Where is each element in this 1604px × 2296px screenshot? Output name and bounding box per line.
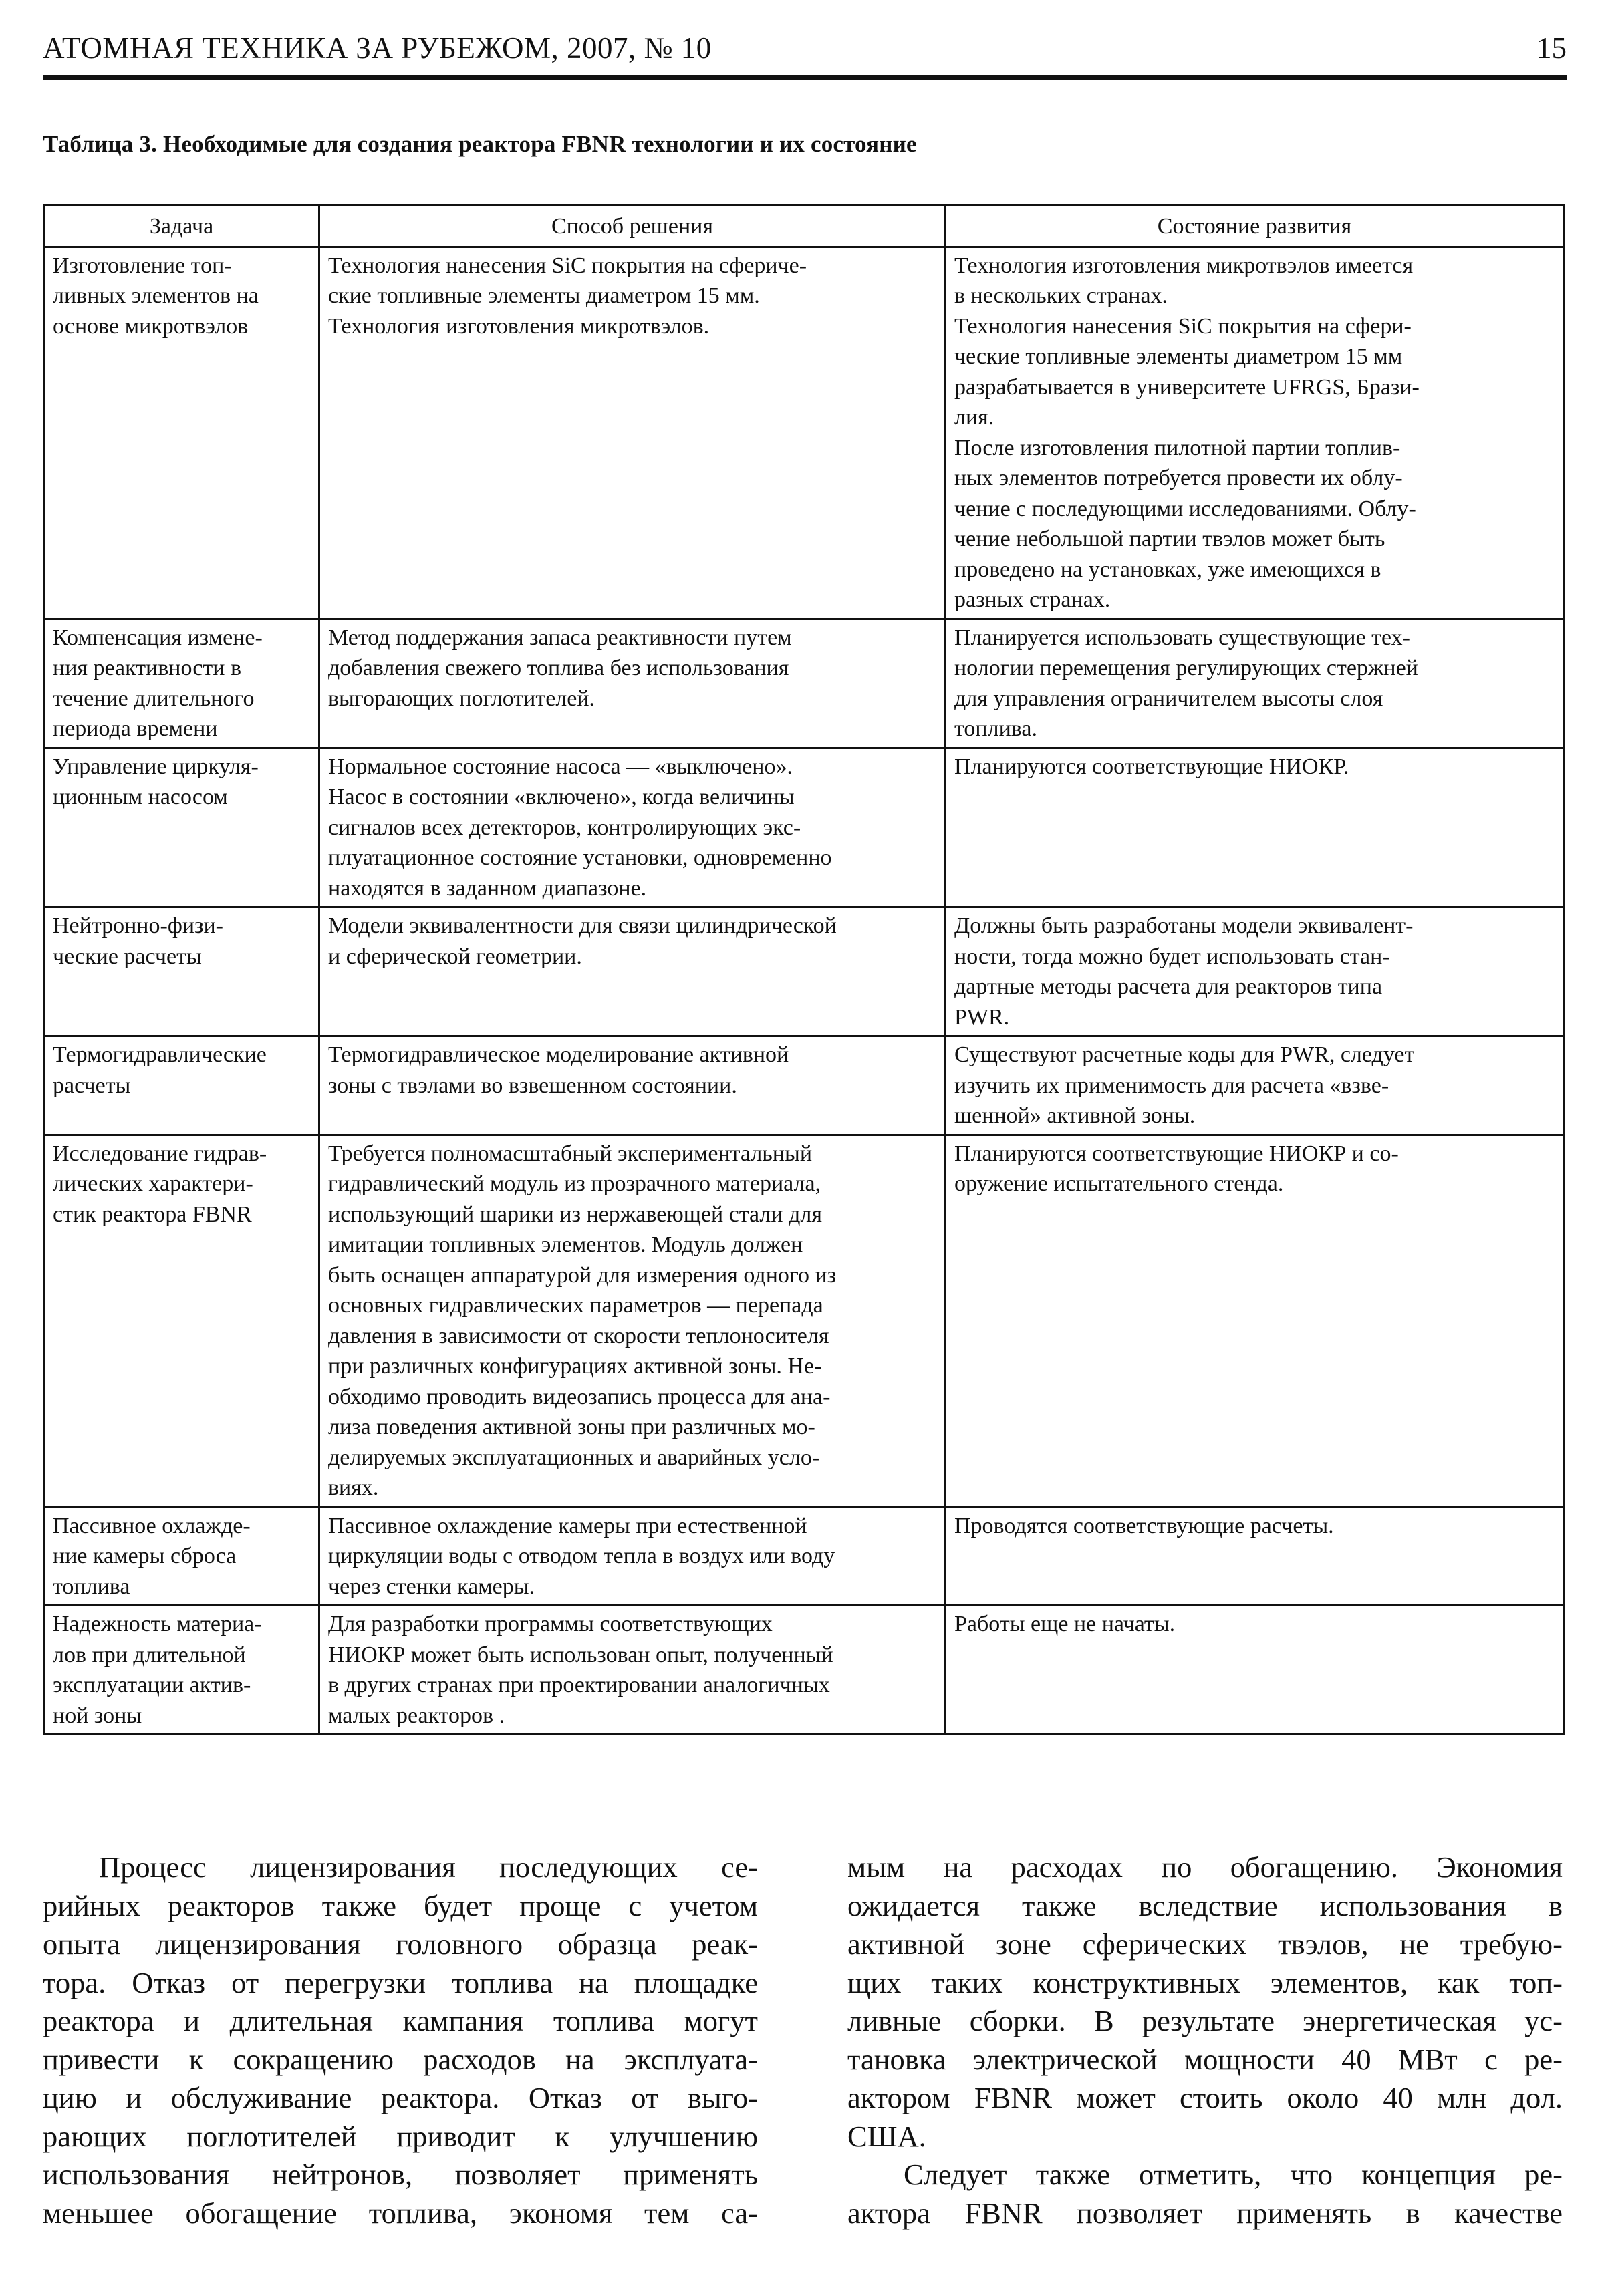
page-number: 15	[1536, 31, 1567, 65]
cell-task	[44, 907, 319, 1036]
paragraph-line: тановка электрической мощности 40 МВт с ре-	[847, 2042, 1563, 2076]
table-body	[44, 247, 1564, 1735]
cell-method	[319, 1036, 946, 1135]
cell-text-line: плуатационное состояние установки, одновременно	[328, 845, 832, 870]
cell-text-line: дартные методы расчета для реакторов типа	[954, 974, 1383, 999]
cell-text-line: лия.	[954, 405, 994, 430]
header-task: Задача	[44, 205, 319, 247]
cell-text-line: течение длительного	[53, 686, 255, 711]
cell-method	[319, 1135, 946, 1507]
cell-text-line: эксплуатации актив-	[53, 1673, 251, 1697]
cell-text-line: делируемых эксплуатационных и аварийных усло-	[328, 1445, 820, 1470]
cell-text-line: Технология нанесения SiC покрытия на сфериче-	[328, 253, 807, 278]
table-row	[44, 1507, 1564, 1606]
table-caption: Таблица 3. Необходимые для создания реактора FBNR технологии и их состояние	[43, 131, 917, 157]
cell-task	[44, 748, 319, 907]
cell-text-line: Пассивное охлажде-	[53, 1513, 251, 1538]
cell-text-line: оружение испытательного стенда.	[954, 1171, 1284, 1196]
cell-text-line: Изготовление топ-	[53, 253, 232, 278]
technology-table	[43, 204, 1565, 1735]
cell-text-line: Метод поддержания запаса реактивности путем	[328, 625, 792, 650]
cell-text-line: Надежность материа-	[53, 1612, 262, 1636]
cell-text-line: Исследование гидрав-	[53, 1141, 267, 1166]
table-row	[44, 247, 1564, 619]
cell-text-line: стик реактора FBNR	[53, 1201, 252, 1227]
cell-text-line: Работы еще не начаты.	[954, 1612, 1176, 1636]
cell-text-line: зоны с твэлами во взвешенном состоянии.	[328, 1072, 737, 1098]
cell-text-line: Насос в состоянии «включено», когда величины	[328, 784, 795, 809]
table-header-row	[44, 205, 1564, 247]
cell-task	[44, 1606, 319, 1735]
paragraph-line: меньшее обогащение топлива, экономя тем са-	[43, 2196, 758, 2230]
cell-text-line: лов при длительной	[53, 1642, 246, 1667]
cell-task	[44, 247, 319, 619]
cell-text-line: топлива	[53, 1574, 130, 1599]
cell-text-line: для управления ограничителем высоты слоя	[954, 686, 1383, 711]
cell-text-line: Управление циркуля-	[53, 754, 259, 779]
cell-text-line: Проводятся соответствующие расчеты.	[954, 1513, 1334, 1538]
cell-text-line: гидравлический модуль из прозрачного материала,	[328, 1171, 821, 1196]
cell-text-line: Нейтронно-физи-	[53, 913, 223, 938]
cell-text-line: топлива.	[954, 716, 1037, 741]
cell-text-line: основе микротвэлов	[53, 313, 249, 339]
header-method: Способ решения	[319, 205, 946, 247]
cell-text-line: использующий шарики из нержавеющей стали для	[328, 1201, 823, 1227]
cell-status	[946, 748, 1564, 907]
cell-text-line: Технология изготовления микротвэлов.	[328, 313, 710, 339]
table-row	[44, 1036, 1564, 1135]
paragraph-line: актором FBNR может стоить около 40 млн дол.	[847, 2081, 1563, 2114]
journal-title: АТОМНАЯ ТЕХНИКА ЗА РУБЕЖОМ, 2007, № 10	[43, 31, 712, 65]
cell-text-line: ности, тогда можно будет использовать стан-	[954, 944, 1390, 969]
cell-text-line: расчеты	[53, 1072, 131, 1098]
cell-text-line: шенной» активной зоны.	[954, 1103, 1196, 1128]
table-row	[44, 748, 1564, 907]
cell-status	[946, 1507, 1564, 1606]
cell-text-line: через стенки камеры.	[328, 1574, 535, 1599]
cell-text-line: Компенсация измене-	[53, 625, 263, 650]
cell-text-line: ские топливные элементы диаметром 15 мм.	[328, 283, 760, 308]
cell-task	[44, 619, 319, 748]
cell-text-line: выгорающих поглотителей.	[328, 686, 595, 711]
cell-text-line: Технология нанесения SiC покрытия на сфери-	[954, 313, 1412, 339]
cell-text-line: малых реакторов .	[328, 1703, 505, 1728]
paragraph-line: цию и обслуживание реактора. Отказ от выго-	[43, 2081, 758, 2114]
cell-task	[44, 1507, 319, 1606]
cell-text-line: периода времени	[53, 716, 218, 741]
cell-text-line: при различных конфигурациях активной зоны. Не-	[328, 1354, 822, 1379]
cell-text-line: Термогидравлические	[53, 1042, 267, 1067]
cell-text-line: и сферической геометрии.	[328, 944, 582, 969]
paragraph-line: тора. Отказ от перегрузки топлива на площадке	[43, 1965, 758, 1999]
table-row	[44, 907, 1564, 1036]
paragraph-line: активной зоне сферических твэлов, не требую-	[847, 1927, 1563, 1961]
cell-text-line: имитации топливных элементов. Модуль должен	[328, 1232, 803, 1257]
paragraph-line: актора FBNR позволяет применять в качестве	[847, 2196, 1563, 2230]
paragraph-line: рийных реакторов также будет проще с учетом	[43, 1888, 758, 1922]
cell-text-line: ливных элементов на	[53, 283, 259, 308]
cell-text-line: Планируются соответствующие НИОКР.	[954, 754, 1349, 779]
cell-text-line: виях.	[328, 1475, 379, 1500]
cell-text-line: сигналов всех детекторов, контролирующих экс-	[328, 815, 801, 840]
paragraph-line: рающих поглотителей приводит к улучшению	[43, 2119, 758, 2153]
cell-text-line: разных странах.	[954, 587, 1111, 612]
cell-method	[319, 247, 946, 619]
cell-status	[946, 247, 1564, 619]
header-status: Состояние развития	[946, 205, 1564, 247]
paragraph-line: реактора и длительная кампания топлива могут	[43, 2004, 758, 2037]
cell-text-line: После изготовления пилотной партии топлив-	[954, 435, 1401, 460]
paragraph-line: использования нейтронов, позволяет применять	[43, 2158, 758, 2191]
cell-text-line: Существуют расчетные коды для PWR, следует	[954, 1042, 1415, 1067]
paragraph-line: опыта лицензирования головного образца реак-	[43, 1927, 758, 1961]
table-row	[44, 1135, 1564, 1507]
cell-status	[946, 1606, 1564, 1735]
cell-text-line: Должны быть разработаны модели эквивалент-	[954, 913, 1414, 938]
cell-text-line: проведено на установках, уже имеющихся в	[954, 557, 1381, 582]
cell-method	[319, 1507, 946, 1606]
cell-text-line: Нормальное состояние насоса — «выключено».	[328, 754, 793, 779]
cell-text-line: PWR.	[954, 1004, 1010, 1030]
cell-text-line: Пассивное охлаждение камеры при естественной	[328, 1513, 807, 1538]
paragraph-line: США.	[847, 2119, 926, 2153]
cell-text-line: изучить их применимость для расчета «взве-	[954, 1072, 1389, 1098]
paragraph-line: Процесс лицензирования последующих се-	[99, 1850, 758, 1884]
cell-text-line: находятся в заданном диапазоне.	[328, 875, 647, 901]
running-head	[43, 27, 1567, 80]
cell-text-line: давления в зависимости от скорости теплоносителя	[328, 1323, 829, 1348]
cell-task	[44, 1036, 319, 1135]
cell-text-line: чение с последующими исследованиями. Облу-	[954, 496, 1416, 521]
cell-text-line: ческие расчеты	[53, 944, 202, 969]
cell-text-line: Для разработки программы соответствующих	[328, 1612, 773, 1636]
cell-text-line: Планируются соответствующие НИОКР и со-	[954, 1141, 1399, 1166]
cell-text-line: быть оснащен аппаратурой для измерения одного из	[328, 1262, 837, 1288]
cell-text-line: Требуется полномасштабный экспериментальный	[328, 1141, 813, 1166]
cell-task	[44, 1135, 319, 1507]
cell-status	[946, 1135, 1564, 1507]
cell-method	[319, 748, 946, 907]
cell-text-line: ние камеры сброса	[53, 1544, 237, 1568]
cell-text-line: ных элементов потребуется провести их облу-	[954, 466, 1403, 490]
cell-method	[319, 907, 946, 1036]
cell-text-line: в нескольких странах.	[954, 283, 1168, 308]
cell-text-line: Технология изготовления микротвэлов имеется	[954, 253, 1414, 278]
cell-text-line: ния реактивности в	[53, 656, 242, 680]
right-text-column	[847, 1848, 1563, 2233]
cell-text-line: циркуляции воды с отводом тепла в воздух или воду	[328, 1544, 835, 1568]
cell-text-line: лических характери-	[53, 1171, 253, 1196]
cell-text-line: чение небольшой партии твэлов может быть	[954, 527, 1385, 551]
paragraph-line: ливные сборки. В результате энергетическая ус-	[847, 2004, 1563, 2037]
cell-text-line: Планируется использовать существующие тех-	[954, 625, 1410, 650]
cell-method	[319, 619, 946, 748]
cell-status	[946, 1036, 1564, 1135]
left-text-column	[43, 1848, 758, 2233]
paragraph-line: привести к сокращению расходов на эксплуата-	[43, 2042, 758, 2076]
cell-text-line: нологии перемещения регулирующих стержней	[954, 656, 1418, 680]
cell-text-line: ной зоны	[53, 1703, 142, 1728]
cell-text-line: разрабатывается в университете UFRGS, Брази-	[954, 374, 1420, 400]
table-row	[44, 1606, 1564, 1735]
cell-text-line: лиза поведения активной зоны при различных мо-	[328, 1415, 815, 1439]
cell-text-line: ционным насосом	[53, 784, 228, 809]
cell-text-line: НИОКР может быть использован опыт, полученный	[328, 1642, 833, 1667]
cell-text-line: добавления свежего топлива без использования	[328, 656, 789, 680]
cell-text-line: обходимо проводить видеозапись процесса для ана-	[328, 1384, 831, 1409]
paragraph-line: Следует также отметить, что концепция ре-	[904, 2158, 1563, 2191]
cell-status	[946, 619, 1564, 748]
paragraph-line: мым на расходах по обогащению. Экономия	[847, 1850, 1563, 1884]
table-row	[44, 619, 1564, 748]
article-body	[43, 1848, 1563, 2276]
paragraph-line: ожидается также вследствие использования в	[847, 1888, 1563, 1922]
cell-text-line: в других странах при проектировании аналогичных	[328, 1673, 830, 1697]
cell-text-line: ческие топливные элементы диаметром 15 мм	[954, 344, 1403, 369]
cell-text-line: Модели эквивалентности для связи цилиндрической	[328, 913, 837, 938]
paragraph-line: щих таких конструктивных элементов, как топ-	[847, 1965, 1563, 1999]
cell-text-line: Термогидравлическое моделирование активной	[328, 1042, 789, 1067]
cell-method	[319, 1606, 946, 1735]
cell-status	[946, 907, 1564, 1036]
cell-text-line: основных гидравлических параметров — перепада	[328, 1293, 823, 1318]
